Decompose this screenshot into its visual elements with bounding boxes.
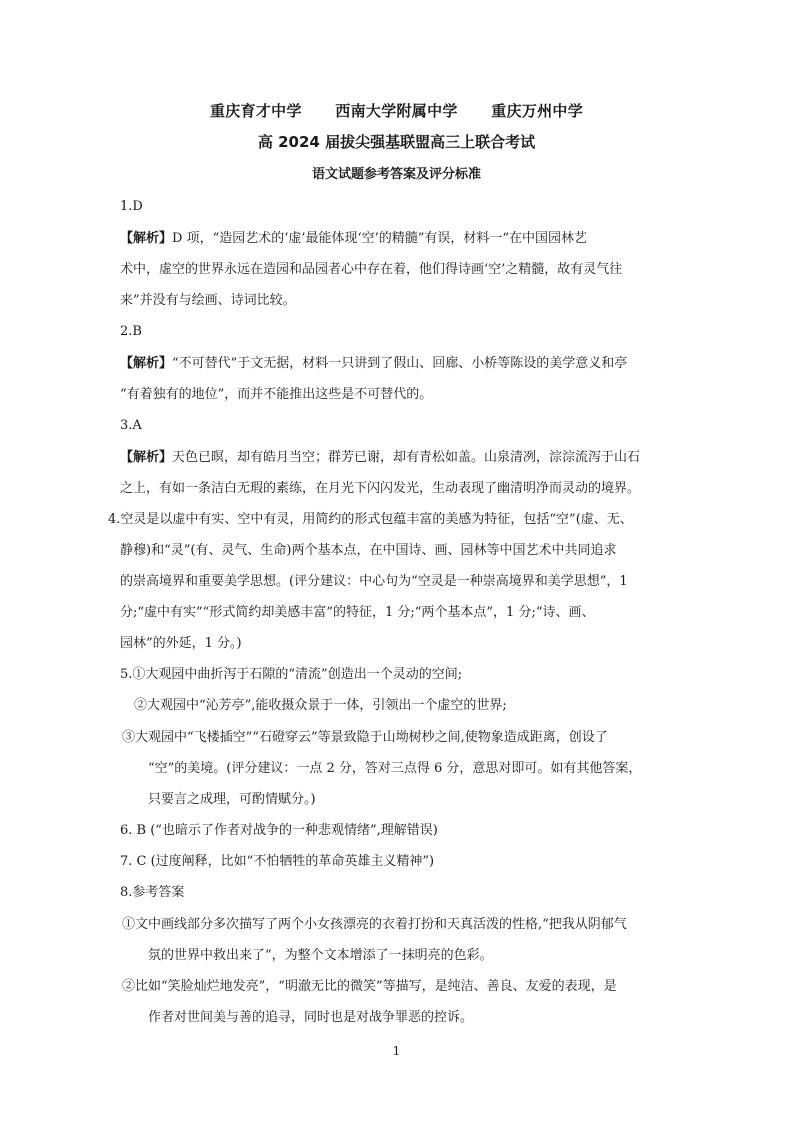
q3-text: 天色已暝，却有皓月当空；群芳已谢，却有青松如盖。山泉清冽，淙淙流泻于山石: [172, 450, 641, 465]
q3-analysis-line: [120, 450, 640, 466]
school-name: 重庆育才中学: [209, 102, 302, 120]
q8-text: 氛的世界中救出来了”，为整个文本增添了一抹明亮的色彩。: [148, 948, 493, 963]
q4-text: 的崇高境界和重要美学思想。(评分建议：中心句为“空灵是一种崇高境界和美学思想”，1: [120, 574, 628, 589]
q1-text: 来”并没有与绘画、诗词比较。: [120, 293, 296, 308]
q5-text: “空”的美境。(评分建议：一点 2 分，答对三点得 6 分，意思对即可。如有其他答案，: [148, 761, 642, 776]
q3-text: 之上，有如一条洁白无瑕的素练，在月光下闪闪发光，生动表现了幽清明净而灵动的境界。: [120, 481, 641, 496]
q4-text: 分;“虚中有实”“形式简约却美感丰富”的特征，1 分;“两个基本点”，1 分;“诗、画、: [120, 605, 595, 620]
school-name: 重庆万州中学: [491, 102, 584, 120]
q1-text: D 项，“造园艺术的‘虚’最能体现‘空’的精髓”有误，材料一“在中国园林艺: [172, 231, 588, 246]
q5-text: ②大观园中“沁芳亭”,能收摄众景于一体，引领出一个虚空的世界;: [134, 698, 507, 713]
q5-text: ③大观园中“飞楼插空”“石磴穿云”等景致隐于山坳树杪之间,使物象造成距离，创设了: [122, 730, 608, 745]
q8-text: 作者对世间美与善的追寻，同时也是对战争罪恶的控诉。: [148, 1010, 474, 1025]
analysis-label: 【解析】: [120, 450, 173, 465]
q4-text: 静穆)和“灵”(有、灵气、生命)两个基本点，在中国诗、画、园林等中国艺术中共同追求: [120, 543, 617, 558]
q8-text: 8.参考答案: [120, 885, 185, 900]
q8-text: ②比如“笑脸灿烂地发亮”，“明澈无比的微笑”等描写，是纯洁、善良、友爱的表现，是: [122, 979, 617, 994]
q2-text: “有着独有的地位”，而并不能推出这些是不可替代的。: [120, 387, 433, 402]
q1-text: 术中，虚空的世界永远在造园和品园者心中存在着，他们得诗画‘空’之精髓，故有灵气往: [120, 262, 623, 277]
analysis-label: 【解析】: [120, 356, 173, 371]
exam-title: 高 2024 届拔尖强基联盟高三上联合考试: [257, 133, 536, 151]
q6-text: 6. B (“也暗示了作者对战争的一种悲观情绪”,理解错误): [120, 823, 438, 838]
q7-text: 7. C (过度阐释，比如“不怕牺牲的革命英雄主义精神”): [120, 854, 435, 869]
q5-text: 只要言之成理，可酌情赋分。): [148, 792, 316, 807]
q4-text: 4.空灵是以虚中有实、空中有灵，用简约的形式包蕴丰富的美感为特征，包括“空”(虚、无、: [108, 512, 633, 527]
q4-text: 园林”的外延，1 分。): [120, 636, 242, 651]
page-number: 1: [392, 1044, 401, 1058]
school-name: 西南大学附属中学: [335, 102, 458, 120]
q1-answer: 1.D: [120, 199, 143, 214]
q2-text: “不可替代”于文无据，材料一只讲到了假山、回廊、小桥等陈设的美学意义和亭: [172, 356, 628, 371]
q2-answer: 2.B: [120, 324, 142, 339]
q3-answer: 3.A: [120, 418, 142, 433]
school-names: [0, 100, 793, 121]
q1-analysis-line: [120, 231, 587, 247]
analysis-label: 【解析】: [120, 231, 173, 246]
q5-text: 5.①大观园中曲折泻于石隙的“清流”创造出一个灵动的空间;: [120, 667, 463, 682]
subtitle: 语文试题参考答案及评分标准: [311, 167, 481, 182]
q2-analysis-line: [120, 356, 627, 372]
q8-text: ①文中画线部分多次描写了两个小女孩漂亮的衣着打扮和天真活泼的性格,“把我从阴郁气: [122, 917, 627, 932]
